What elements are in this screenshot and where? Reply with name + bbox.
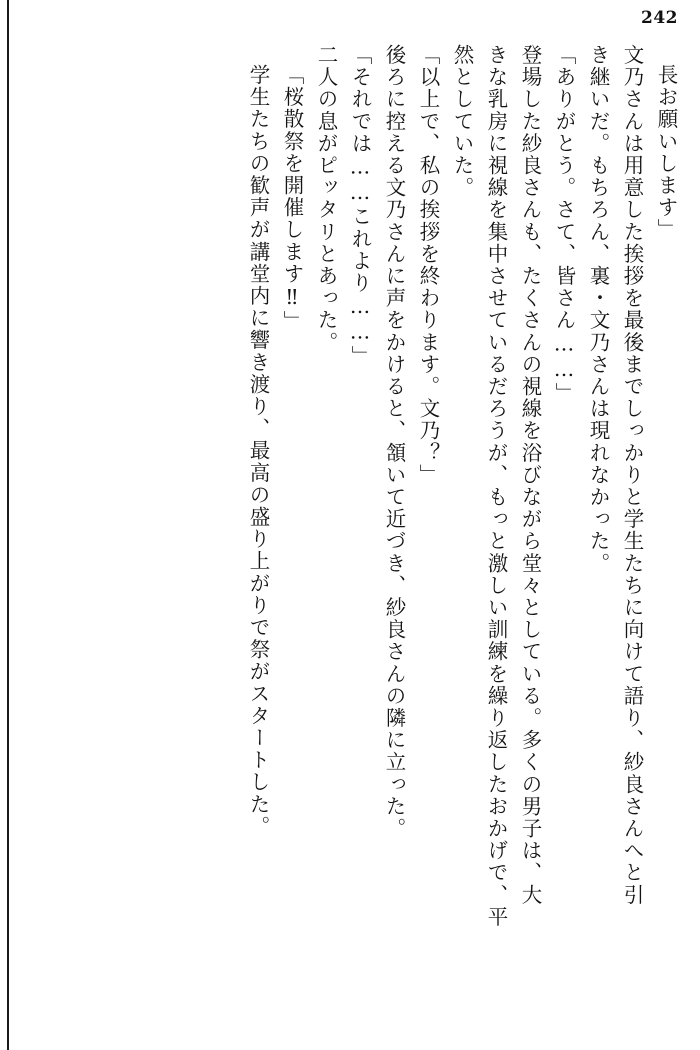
vertical-text-body (66, 44, 676, 989)
text-column: 学生たちの歓声が講堂内に響き渡り、最高の盛り上がりで祭がスタートした。 (246, 64, 270, 838)
text-column: 「桜散祭を開催します‼」 (280, 64, 304, 333)
text-column: 「以上で、私の挨拶を終わります。文乃？」 (416, 44, 440, 486)
text-column: き継いだ。もちろん、裏・文乃さんは現れなかった。 (586, 44, 610, 575)
text-column: 「ありがとう。さて、皆さん……」 (552, 44, 576, 405)
text-column: 文乃さんは用意した挨拶を最後までしっかりと学生たちに向けて語り、紗良さんへと引 (620, 44, 644, 906)
text-column: 後ろに控える文乃さんに声をかけると、頷いて近づき、紗良さんの隣に立った。 (382, 44, 406, 840)
text-column: 登場した紗良さんも、たくさんの視線を浴びながら堂々としている。多くの男子は、大 (518, 44, 542, 906)
page-number: 242 (641, 8, 678, 28)
text-column: 然としていた。 (450, 44, 474, 199)
text-column: 二人の息がピッタリとあった。 (314, 44, 338, 354)
text-column: きな乳房に視線を集中させているだろうが、もっと激しい訓練を繰り返したおかげで、平 (484, 44, 508, 928)
text-column: 「それでは……これより……」 (348, 44, 372, 368)
text-column: 長お願いします」 (654, 64, 678, 241)
page-left-rule (7, 0, 9, 1050)
